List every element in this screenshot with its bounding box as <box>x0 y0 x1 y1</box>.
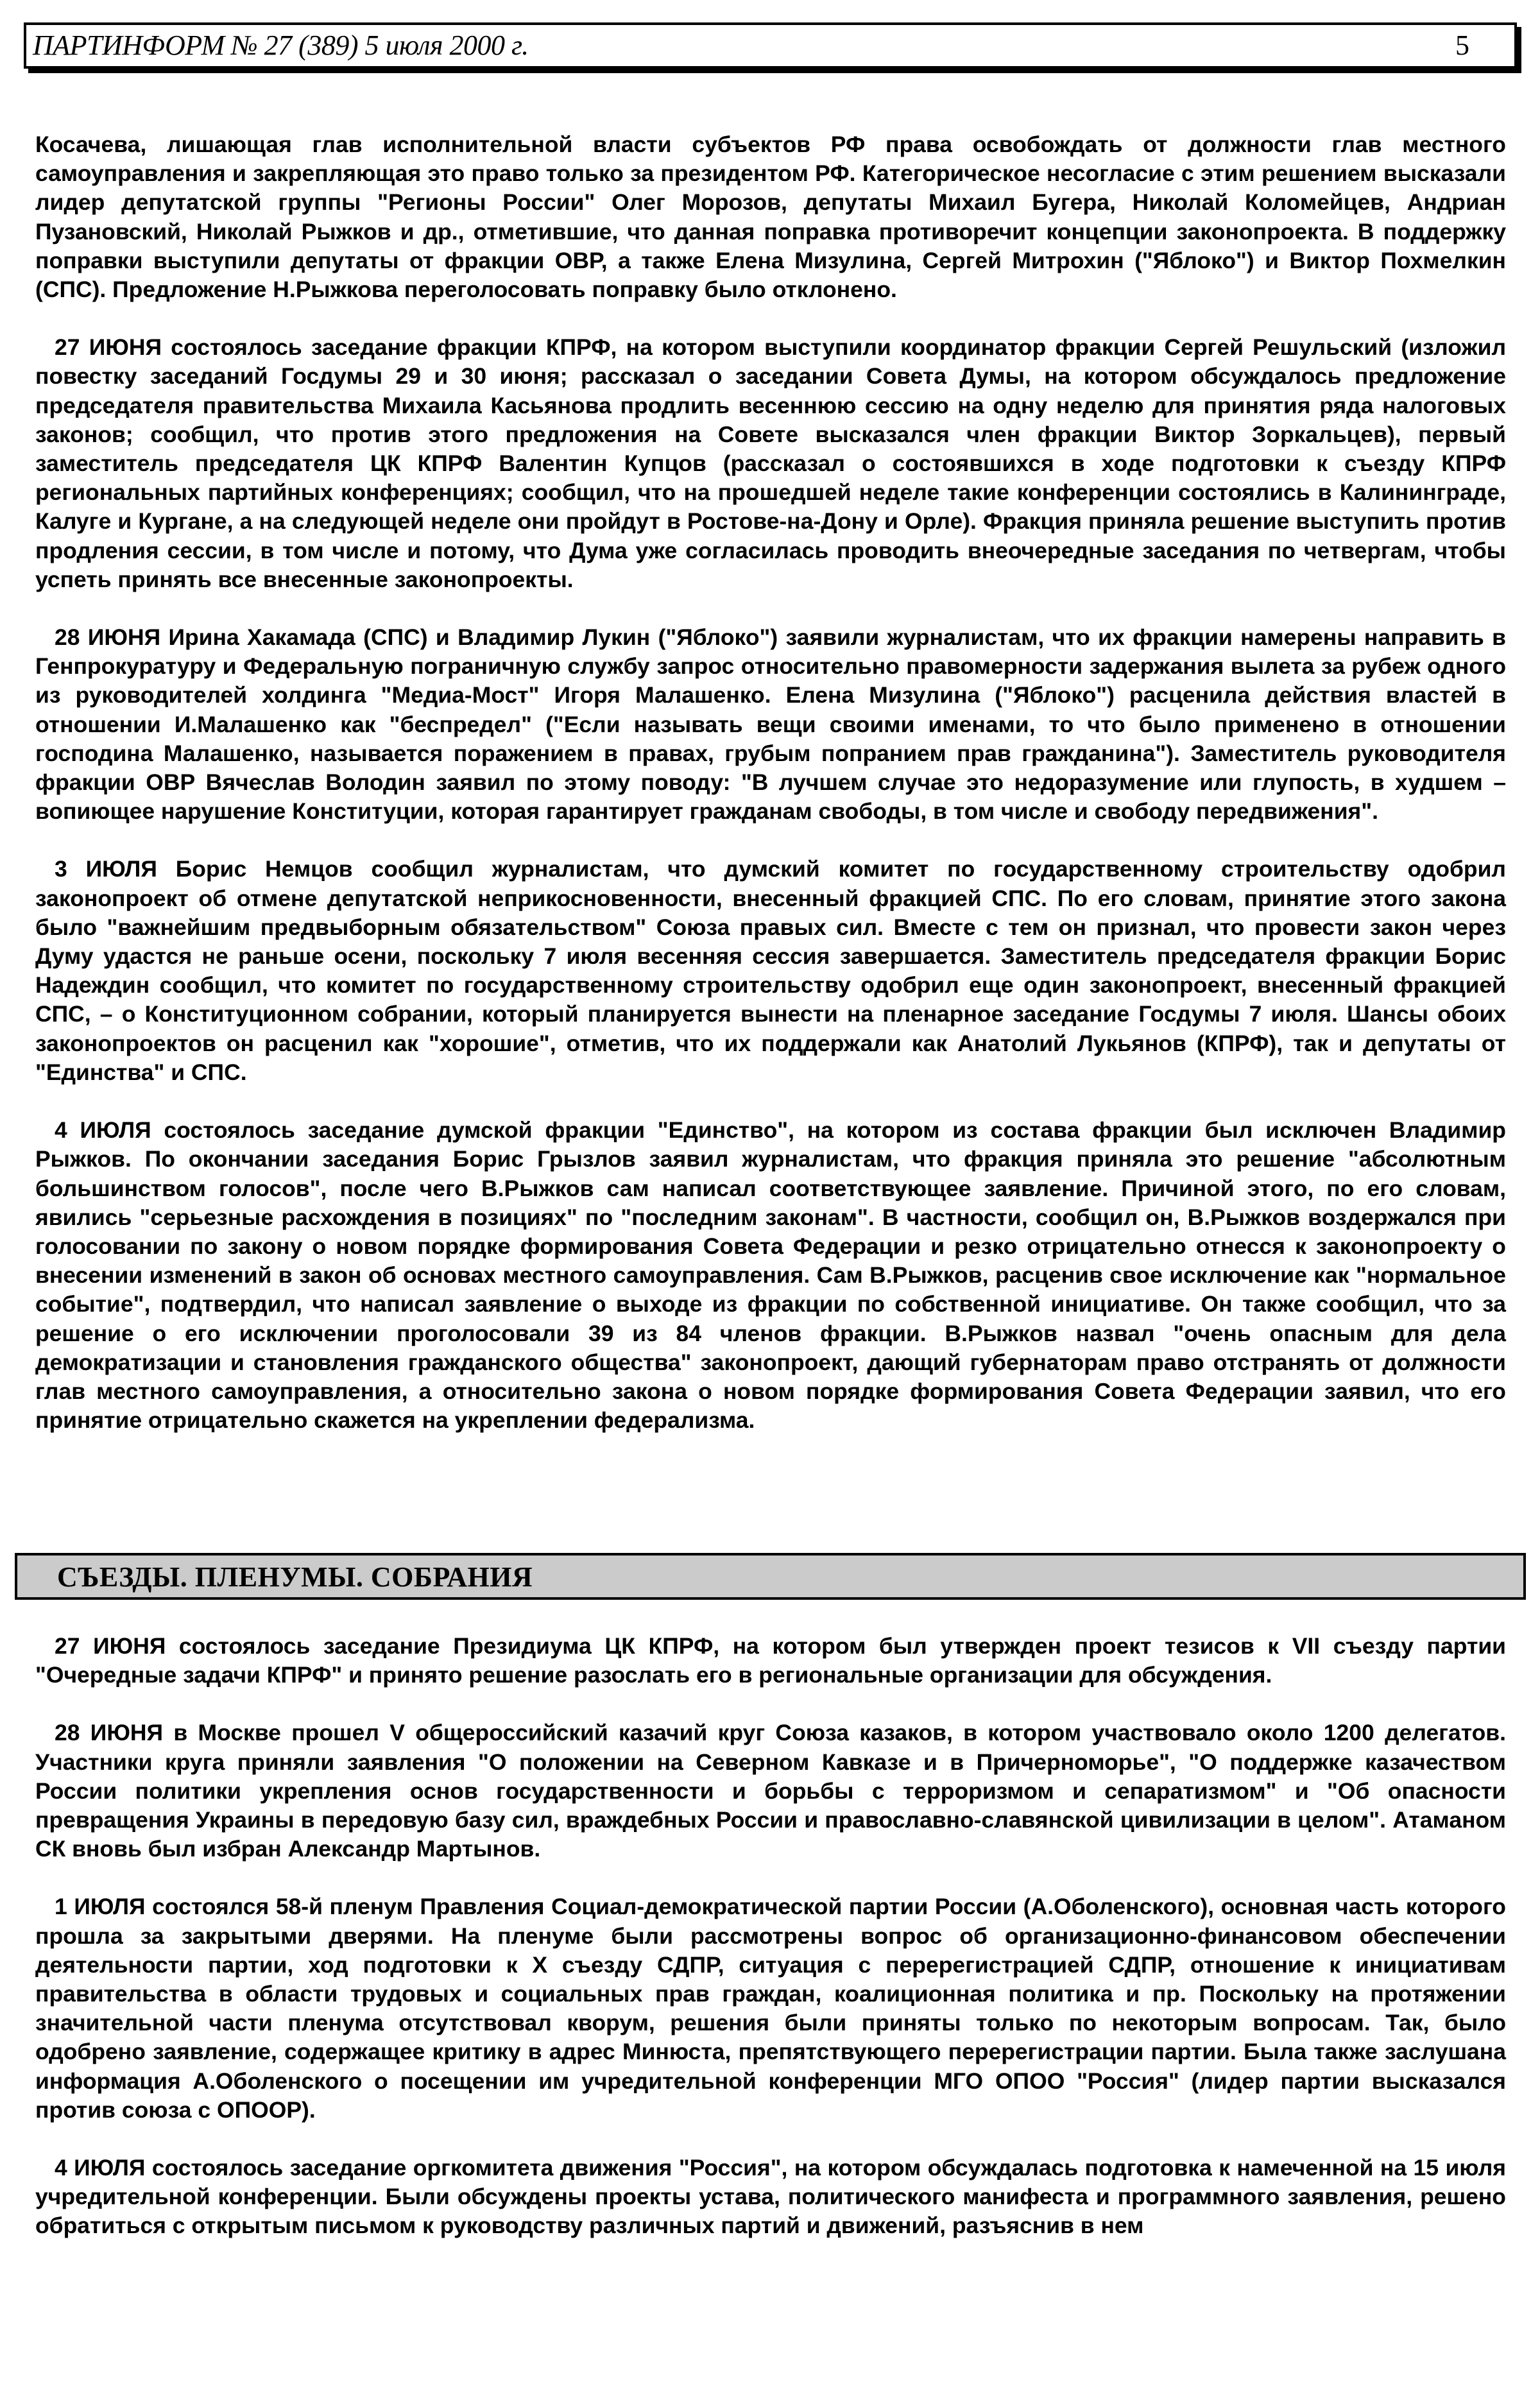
paragraph-july4-rossiya-orgcommittee: 4 ИЮЛЯ состоялось заседание оргкомитета движения "Россия", на котором обсуждалась подготовка к намеченной на 15 июля учредительной конференции. Были обсуждены проекты устава, политического манифеста и программного заявления, решено обратиться с открытым письмом к руководству различных партий и движений, разъяснив в нем <box>35 2155 1506 2239</box>
section-heading: СЪЕЗДЫ. ПЛЕНУМЫ. СОБРАНИЯ <box>57 1561 533 1593</box>
page-number: 5 <box>1455 30 1469 61</box>
paragraph-june27-presidium: 27 ИЮНЯ состоялось заседание Президиума ЦК КПРФ, на котором был утвержден проект тезисов к VII съезду партии "Очередные задачи КПРФ" и принято решение разослать его в региональные организации для обсуждения. <box>35 1633 1506 1688</box>
paragraph-june27-kprf-faction: 27 ИЮНЯ состоялось заседание фракции КПРФ, на котором выступили координатор фракции Сергей Решульский (изложил повестку заседаний Госдумы 29 и 30 июня; рассказал о заседании Совета Думы, на котором обсуждалось предложение председателя правительства Михаила Касьянова продлить весеннюю сессию на одну неделю для принятия ряда налоговых законов; сообщил, что против этого предложения на Совете высказался член фракции Виктор Зоркальцев), первый заместитель председателя ЦК КПРФ Валентин Купцов (рассказал о состоявшихся в ходе подготовки к съезду КПРФ региональных партийных конференциях; сообщил, что на прошедшей неделе такие конференции состоялись в Калининграде, Калуге и Кургане, а на следующей неделе они пройдут в Ростове-на-Дону и Орле). Фракция приняла решение выступить против продления сессии, в том числе и потому, что Дума уже согласилась проводить внеочередные заседания по четвергам, чтобы успеть принять все внесенные законопроекты. <box>35 334 1506 592</box>
news-column-top <box>35 130 1506 1464</box>
paragraph-june28-malashenko: 28 ИЮНЯ Ирина Хакамада (СПС) и Владимир Лукин ("Яблоко") заявили журналистам, что их фракции намерены направить в Генпрокуратуру и Федеральную пограничную службу запрос относительно правомерности задержания вылета за рубеж одного из руководителей холдинга "Медиа-Мост" Игоря Малашенко. Елена Мизулина ("Яблоко") расценила действия властей в отношении И.Малашенко как "беспредел" ("Если называть вещи своими именами, то что было применено в отношении господина Малашенко, называется поражением в правах, грубым попранием прав гражданина"). Заместитель руководителя фракции ОВР Вячеслав Володин заявил по этому поводу: "В лучшем случае это недоразумение или глупость, в худшем – вопиющее нарушение Конституции, которая гарантирует гражданам свободы, в том числе и свободу передвижения". <box>35 624 1506 825</box>
paragraph-continuation: Косачева, лишающая глав исполнительной власти субъектов РФ права освобождать от должности глав местного самоуправления и закрепляющая это право только за президентом РФ. Категорическое несогласие с этим решением высказали лидер депутатской группы "Регионы России" Олег Морозов, депутаты Михаил Бугера, Николай Коломейцев, Андриан Пузановский, Николай Рыжков и др., отметившие, что данная поправка противоречит концепции законопроекта. В поддержку поправки выступили депутаты от фракции ОВР, а также Елена Мизулина, Сергей Митрохин ("Яблоко") и Виктор Похмелкин (СПС). Предложение Н.Рыжкова переголосовать поправку было отклонено. <box>35 132 1506 303</box>
paragraph-july3-nemtsov: 3 ИЮЛЯ Борис Немцов сообщил журналистам, что думский комитет по государственному строительству одобрил законопроект об отмене депутатской неприкосновенности, внесенный фракцией СПС. По его словам, принятие этого закона было "важнейшим предвыборным обязательством" Союза правых сил. Вместе с тем он признал, что провести закон через Думу удастся не раньше осени, поскольку 7 июля весенняя сессия завершается. Заместитель председателя фракции Борис Надеждин сообщил, что комитет по государственному строительству одобрил еще один законопроект, внесенный фракцией СПС, – о Конституционном собрании, который планируется вынести на пленарное заседание Госдумы 7 июля. Шансы обоих законопроектов он расценил как "хорошие", отметив, что их поддержали как Анатолий Лукьянов (КПРФ), так и депутаты от "Единства" и СПС. <box>35 856 1506 1085</box>
paragraph-june28-cossacks: 28 ИЮНЯ в Москве прошел V общероссийский казачий круг Союза казаков, в котором участвовало около 1200 делегатов. Участники круга приняли заявления "О положении на Северном Кавказе и в Причерноморье", "О поддержке казачеством России политики укрепления основ государственности и борьбы с терроризмом и сепаратизмом" и "Об опасности превращения Украины в передовую базу сил, враждебных России и православно-славянской цивилизации в целом". Атаманом СК вновь был избран Александр Мартынов. <box>35 1720 1506 1862</box>
page-header <box>24 22 1517 69</box>
paragraph-july4-edinstvo: 4 ИЮЛЯ состоялось заседание думской фракции "Единство", на котором из состава фракции был исключен Владимир Рыжков. По окончании заседания Борис Грызлов заявил журналистам, что фракция приняла это решение "абсолютным большинством голосов", после чего В.Рыжков сам написал соответствующее заявление. Причиной этого, по его словам, явились "серьезные расхождения в позициях" по "последним законам". В частности, сообщил он, В.Рыжков воздержался при голосовании по закону о новом порядке формирования Совета Федерации и резко отрицательно отнесся к законопроекту о внесении изменений в закон об основах местного самоуправления. Сам В.Рыжков, расценив свое исключение как "нормальное событие", подтвердил, что написал заявление о выходе из фракции по собственной инициативе. Он также сообщил, что за решение о его исключении проголосовали 39 из 84 членов фракции. В.Рыжков назвал "очень опасным для дела демократизации и становления гражданского общества" законопроект, дающий губернаторам право отстранять от должности глав местного самоуправления, а относительно закона о новом порядке формирования Совета Федерации заявил, что его принятие отрицательно скажется на укреплении федерализма. <box>35 1117 1506 1434</box>
section-heading-bar <box>15 1553 1526 1600</box>
publication-title: ПАРТИНФОРМ № 27 (389) 5 июля 2000 г. <box>33 30 529 61</box>
news-column-section <box>35 1632 1506 2270</box>
paragraph-july1-sdpr-plenum: 1 ИЮЛЯ состоялся 58-й пленум Правления Социал-демократической партии России (А.Оболенского), основная часть которого прошла за закрытыми дверями. На пленуме были рассмотрены вопрос об организационно-финансовом обеспечении деятельности партии, ход подготовки к X съезду СДПР, ситуация с перерегистрацией СДПР, отношение к инициативам правительства в области трудовых и социальных прав граждан, коалиционная политика и пр. Поскольку на протяжении значительной части пленума отсутствовал кворум, решения были приняты только по некоторым вопросам. Так, было одобрено заявление, содержащее критику в адрес Минюста, препятствующего перерегистрации партии. Была также заслушана информация А.Оболенского о посещении им учредительной конференции МГО ОПОО "Россия" (лидер партии высказался против союза с ОПООР). <box>35 1894 1506 2123</box>
